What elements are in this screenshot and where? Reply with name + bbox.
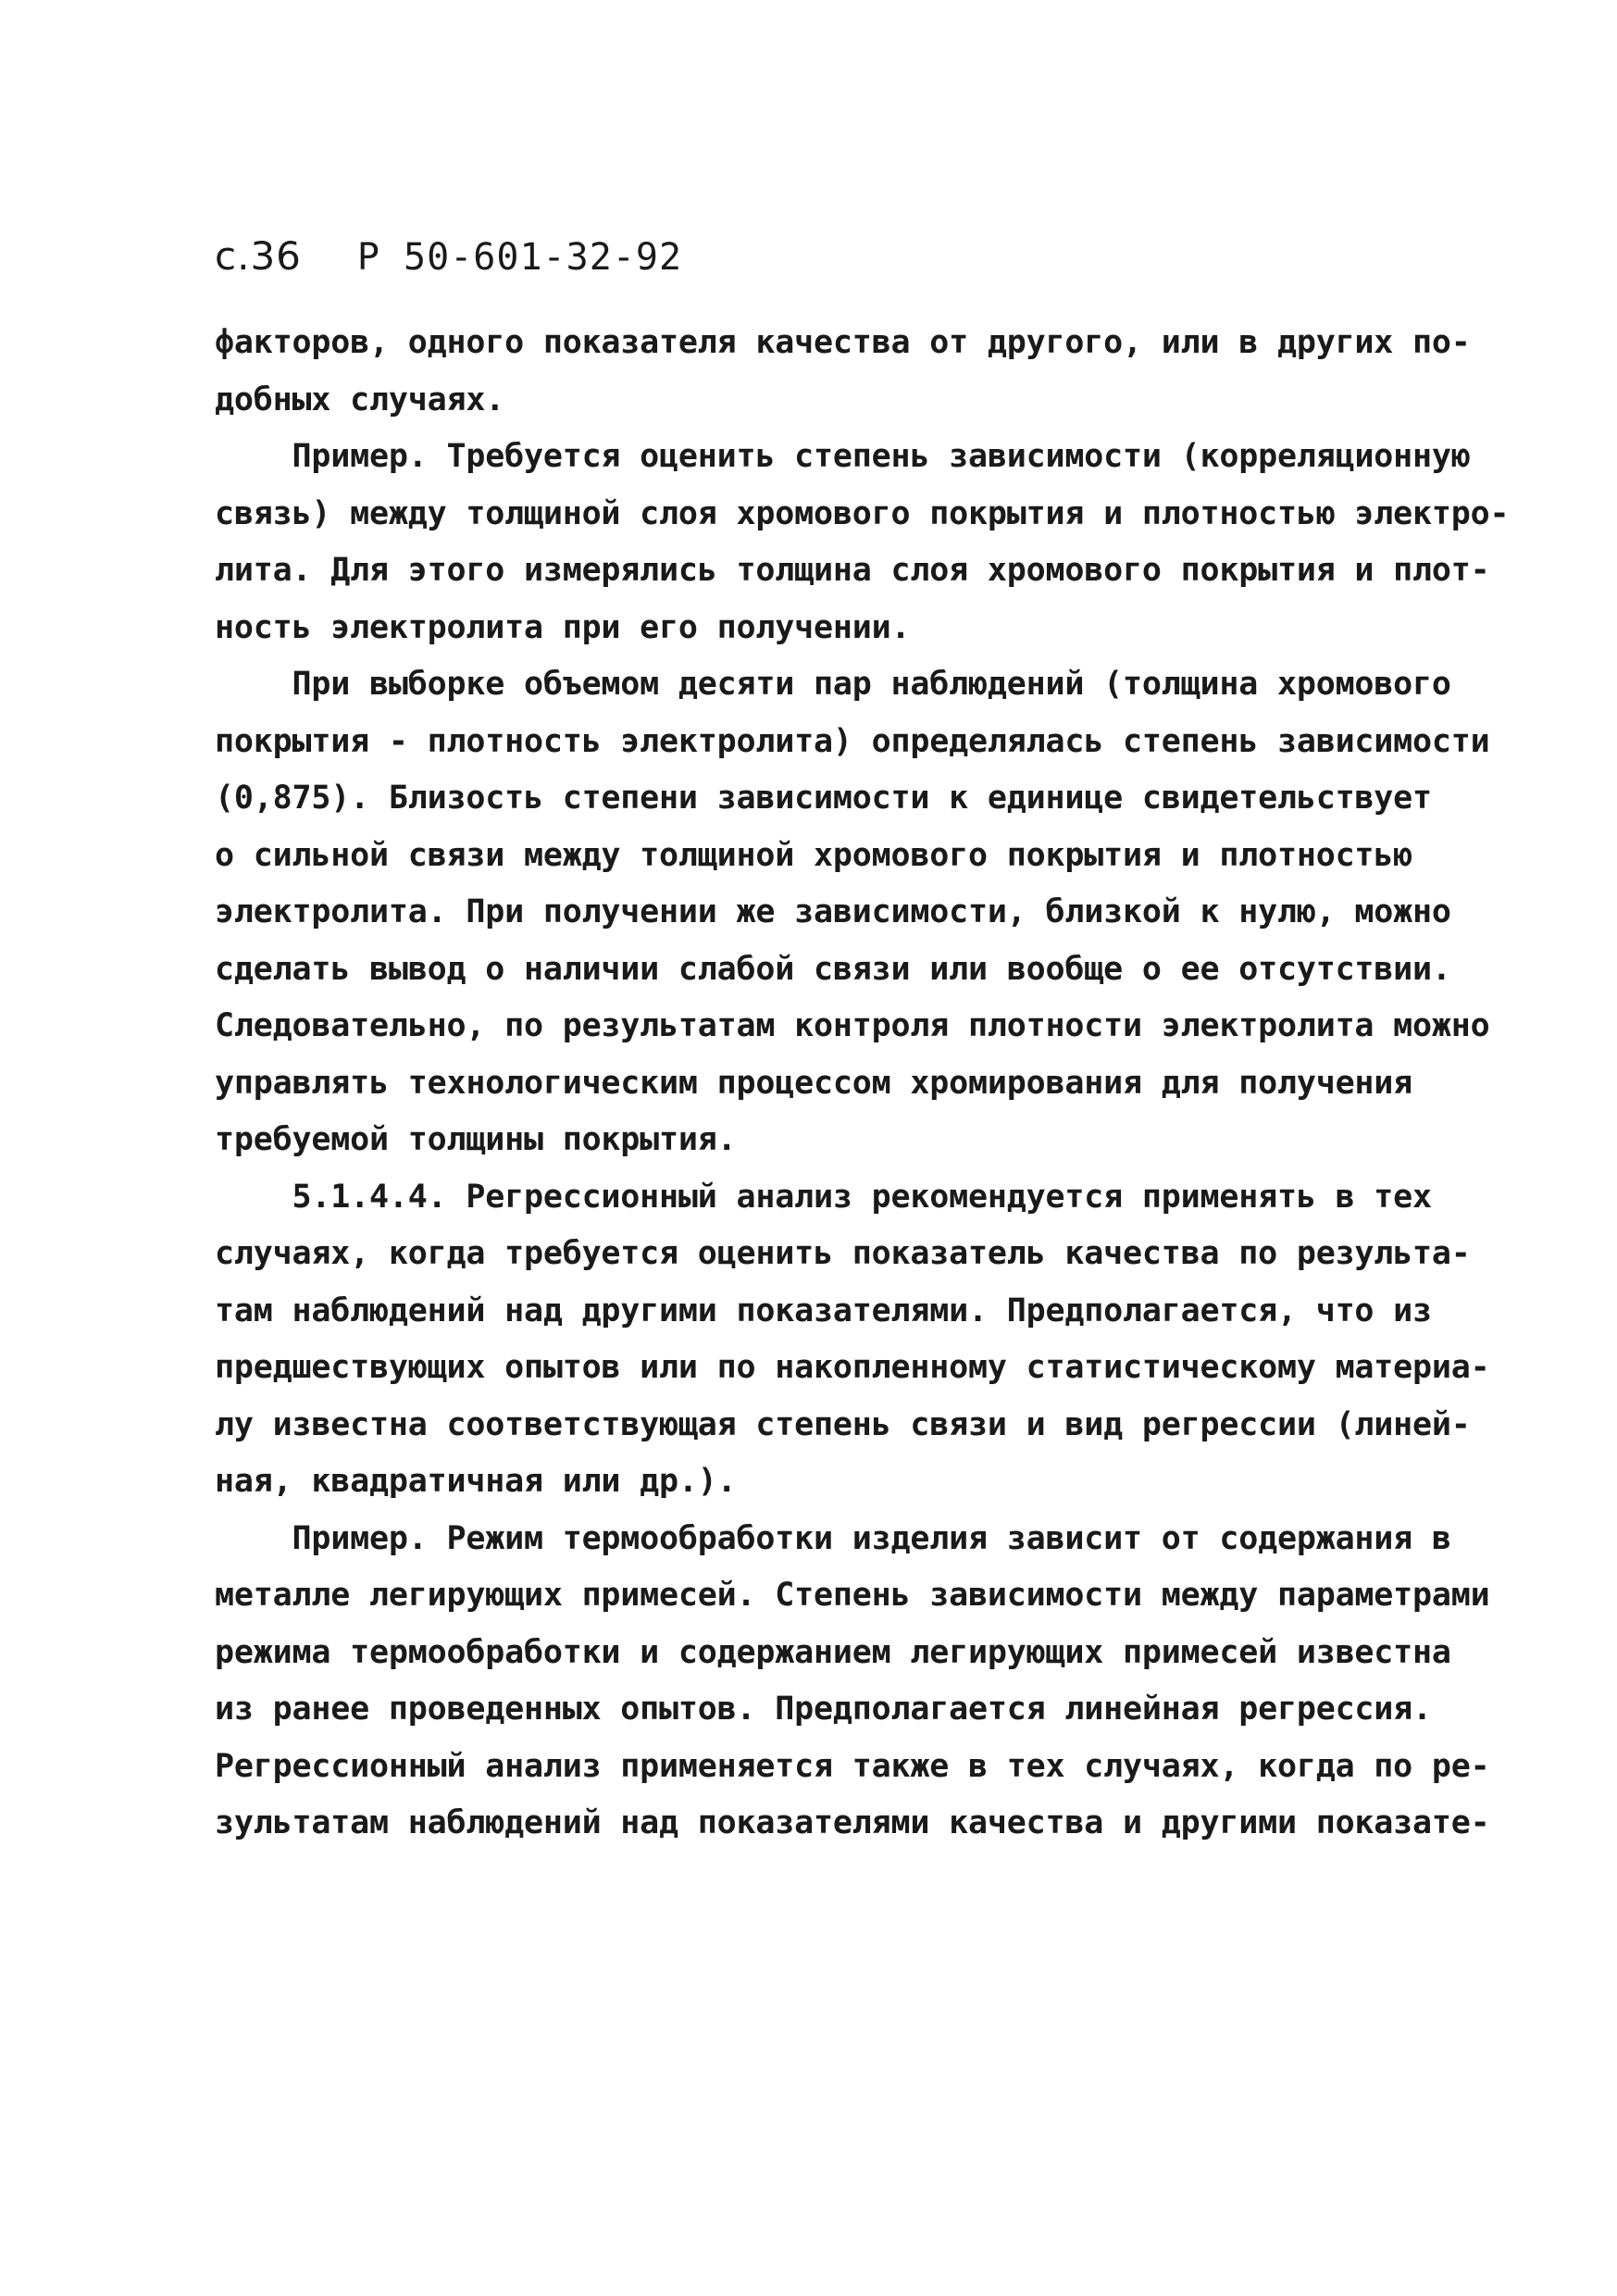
text-line: покрытия - плотность электролита) определялась степень зависимости bbox=[215, 722, 1490, 760]
text-line: ная, квадратичная или др.). bbox=[215, 1463, 737, 1500]
text-line: лу известна соответствующая степень связи и вид регрессии (линей- bbox=[215, 1405, 1471, 1443]
page-number: с.36 bbox=[215, 233, 302, 279]
text-line: факторов, одного показателя качества от другого, или в других по- bbox=[215, 324, 1471, 361]
text-line: из ранее проведенных опытов. Предполагается линейная регрессия. bbox=[215, 1691, 1432, 1728]
text-line: При выборке объемом десяти пар наблюдений (толщина хромового bbox=[215, 666, 1451, 703]
text-line: (0,875). Близость степени зависимости к единице свидетельствует bbox=[215, 780, 1432, 817]
text-line: сделать вывод о наличии слабой связи или вообще о ее отсутствии. bbox=[215, 950, 1451, 988]
text-line: Регрессионный анализ применяется также в тех случаях, когда по ре- bbox=[215, 1747, 1490, 1785]
text-line: Следовательно, по результатам контроля плотности электролита можно bbox=[215, 1007, 1490, 1044]
text-line: требуемой толщины покрытия. bbox=[215, 1121, 737, 1158]
text-line: режима термообработки и содержанием легирующих примесей известна bbox=[215, 1633, 1451, 1671]
text-line: 5.1.4.4. Регрессионный анализ рекомендуется применять в тех bbox=[215, 1178, 1432, 1216]
text-line: связь) между толщиной слоя хромового покрытия и плотностью электро- bbox=[215, 494, 1510, 532]
text-line: Пример. Режим термообработки изделия зависит от содержания в bbox=[215, 1519, 1451, 1557]
text-line: о сильной связи между толщиной хромового покрытия и плотностью bbox=[215, 836, 1413, 874]
document-code: Р 50-601-32-92 bbox=[356, 236, 683, 279]
text-line: электролита. При получении же зависимости, близкой к нулю, можно bbox=[215, 893, 1451, 930]
text-line: металле легирующих примесей. Степень зависимости между параметрами bbox=[215, 1577, 1490, 1614]
text-line: управлять технологическим процессом хромирования для получения bbox=[215, 1064, 1413, 1102]
text-line: там наблюдений над другими показателями. Предполагается, что из bbox=[215, 1292, 1432, 1329]
text-line: предшествующих опытов или по накопленному статистическому материа- bbox=[215, 1349, 1490, 1386]
text-line: случаях, когда требуется оценить показатель качества по результа- bbox=[215, 1235, 1471, 1272]
text-line: зультатам наблюдений над показателями качества и другими показате- bbox=[215, 1804, 1490, 1841]
text-line: добных случаях. bbox=[215, 381, 505, 418]
text-line: Пример. Требуется оценить степень зависимости (корреляционную bbox=[215, 438, 1471, 475]
text-line: ность электролита при его получении. bbox=[215, 608, 911, 646]
text-line: лита. Для этого измерялись толщина слоя хромового покрытия и плот- bbox=[215, 552, 1490, 589]
page-header bbox=[215, 233, 682, 279]
body-text bbox=[215, 315, 1510, 1853]
